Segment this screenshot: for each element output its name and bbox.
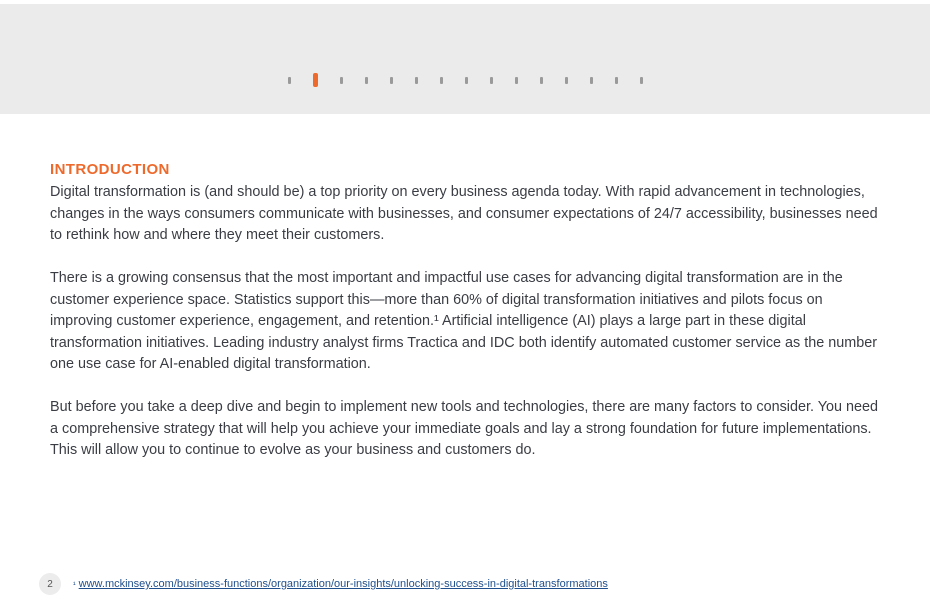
footnote	[73, 578, 608, 590]
page-number-badge: 2	[39, 573, 61, 595]
progress-dot[interactable]	[515, 77, 518, 84]
progress-dot[interactable]	[340, 77, 343, 84]
section-heading: INTRODUCTION	[50, 161, 170, 178]
progress-dot[interactable]	[465, 77, 468, 84]
progress-dot[interactable]	[615, 77, 618, 84]
progress-dot[interactable]	[490, 77, 493, 84]
progress-dot[interactable]	[365, 77, 368, 84]
progress-dot[interactable]	[540, 77, 543, 84]
footnote-link[interactable]: www.mckinsey.com/business-functions/organization/our-insights/unlocking-success-in-digital-transformations	[78, 578, 608, 590]
header-band	[0, 4, 930, 114]
progress-dot[interactable]	[415, 77, 418, 84]
paragraph-1: Digital transformation is (and should be) a top priority on every business agenda today. With rapid advancement in technologies, changes in the ways consumers communicate with businesses, and consumer expectations of 24/7 accessibility, businesses need to rethink how and where they meet their customers.	[50, 184, 878, 243]
progress-dot[interactable]	[565, 77, 568, 84]
progress-dot[interactable]	[288, 77, 291, 84]
progress-dot[interactable]	[440, 77, 443, 84]
page-footer	[39, 574, 608, 594]
footnote-marker: ¹	[73, 579, 76, 589]
progress-dot[interactable]	[390, 77, 393, 84]
progress-dot-active[interactable]	[313, 73, 318, 87]
page-progress-indicator	[288, 73, 665, 87]
paragraph-3: But before you take a deep dive and begin to implement new tools and technologies, there are many factors to consider. You need a comprehensive strategy that will help you achieve your immediate goals and lay a strong foundation for future implementations. This will allow you to continue to evolve as your business and customers do.	[50, 399, 879, 458]
main-content	[50, 160, 880, 483]
progress-dot[interactable]	[640, 77, 643, 84]
paragraph-2: There is a growing consensus that the most important and impactful use cases for advancing digital transformation are in the customer experience space. Statistics support this—more than 60% of digital transformation initiatives and pilots focus on improving customer experience, engagement, and retention.¹ Artificial intelligence (AI) plays a large part in these digital transformation initiatives. Leading industry analyst firms Tractica and IDC both identify automated customer service as the number one use case for AI-enabled digital transformation.	[50, 270, 878, 372]
progress-dot[interactable]	[590, 77, 593, 84]
